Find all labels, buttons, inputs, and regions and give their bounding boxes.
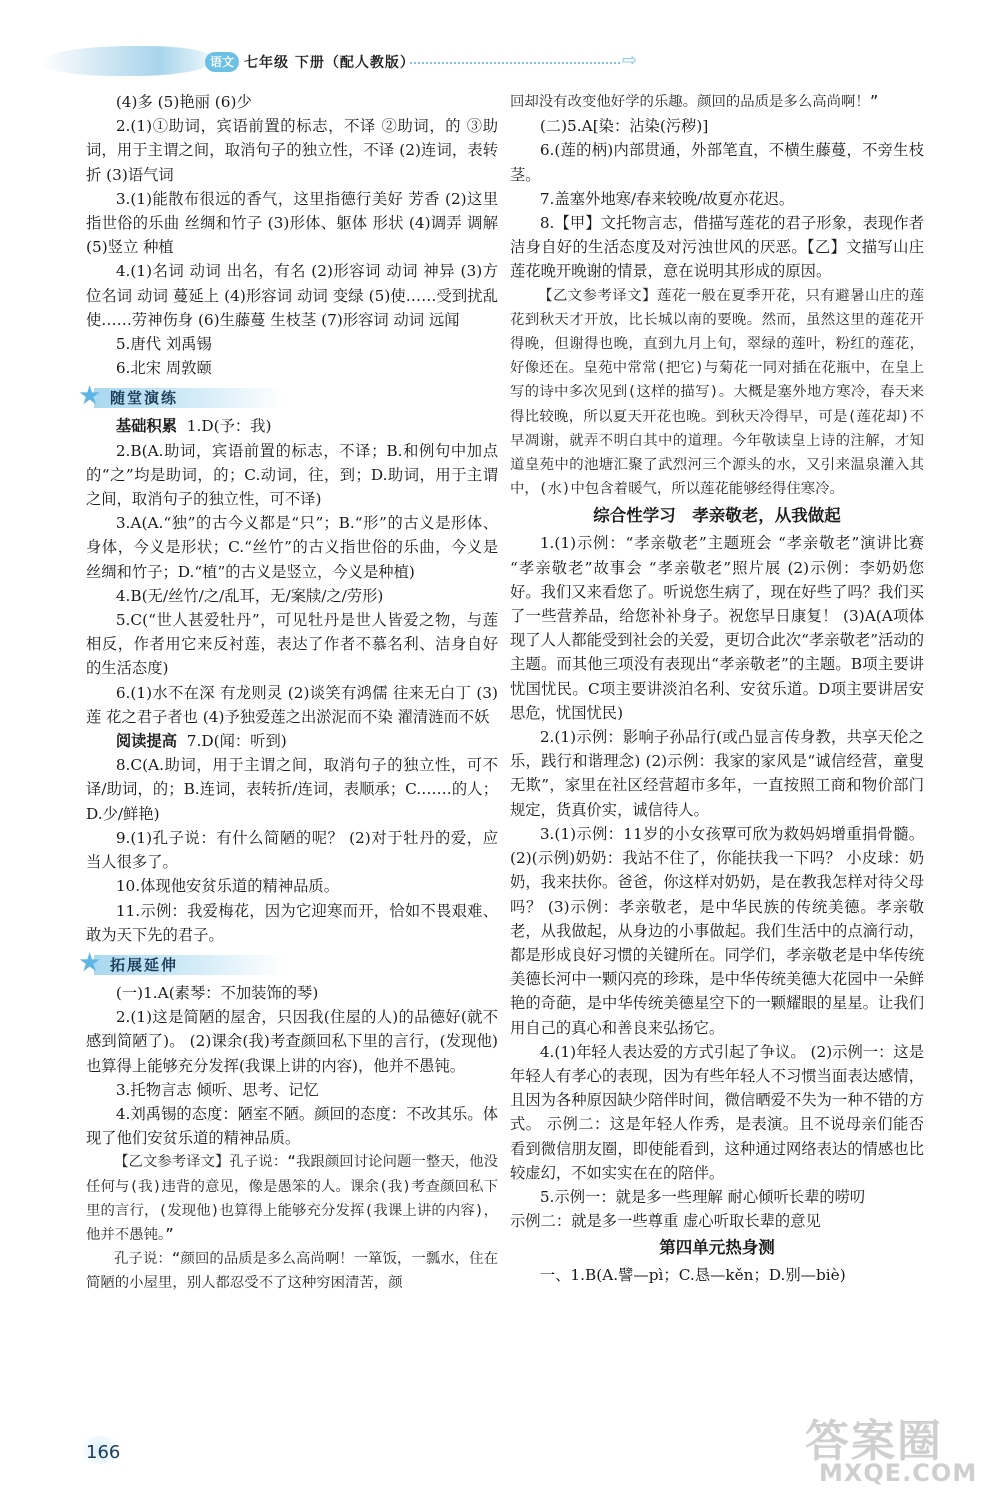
answer-paragraph: 2.(1)这是简陋的屋舍，只因我(住屋的人)的品德好(就不感到简陋了)。 (2)课余(我)考查颜回私下里的言行，(发现他)也算得上能够充分发挥(我课上讲的内容)，他并不愚钝。 bbox=[86, 1008, 498, 1075]
section-banner-extension bbox=[78, 947, 498, 978]
answer-paragraph: 4.刘禹锡的态度：陋室不陋。颜回的态度：不改其乐。体现了他们安贫乐道的精神品质。 bbox=[86, 1104, 498, 1148]
section-title-integrated-study: 综合性学习 孝亲敬老，从我做起 bbox=[593, 506, 841, 526]
section-banner-label: 随堂演练 bbox=[110, 389, 179, 408]
answer-paragraph: 4.(1)名词 动词 出名，有名 (2)形容词 动词 神异 (3)方位名词 动词 蔓延上 (4)形容词 动词 变绿 (5)使……受到扰乱 使……劳神伤身 (6)生藤蔓 生枝茎 (7)形容词 动词 远闻 bbox=[86, 262, 498, 329]
answer-paragraph: 8.【甲】文托物言志，借描写莲花的君子形象，表现作者洁身自好的生活态度及对污浊世风的厌恶。【乙】文描写山庄莲花晚开晚谢的情景，意在说明其形成的原因。 bbox=[510, 214, 924, 281]
answer-paragraph: 1.(1)示例：“孝亲敬老”主题班会 “孝亲敬老”演讲比赛 “孝亲敬老”故事会 “孝亲敬老”照片展 (2)示例：李奶奶您好。我们又来看您了。听说您生病了，现在好些了吗？我们买了一些营养品，给您补补身子。祝您早日康复！ (3)A(A项体现了人人都能受到社会的关爱，更切合此次“孝亲敬老”活动的主题。而其他三项没有表现出“孝亲敬老”的主题。B项主要讲忧国忧民。C项主要讲淡泊名利、安贫乐道。D项主要讲居安思危，忧国忧民) bbox=[510, 534, 924, 722]
subsection-label: 基础积累 bbox=[115, 417, 178, 436]
answer-paragraph: 6.北宋 周敦颐 bbox=[115, 359, 212, 378]
answer-paragraph: (一)1.A(素琴：不加装饰的琴) bbox=[115, 983, 319, 1002]
answer-paragraph: 5.示例一：就是多一些理解 耐心倾听长辈的唠叨 bbox=[539, 1187, 866, 1206]
answer-paragraph: 4.B(无/丝竹/之/乱耳，无/案牍/之/劳形) bbox=[115, 586, 384, 605]
answer-paragraph: 11.示例：我爱梅花，因为它迎寒而开，恰如不畏艰难、敢为天下先的君子。 bbox=[86, 901, 498, 944]
section-banner-practice bbox=[78, 381, 498, 412]
star-icon: ★ bbox=[78, 947, 102, 978]
book-title: 七年级 下册（配人教版） bbox=[244, 55, 415, 71]
answer-paragraph: 3.(1)示例：11岁的小女孩覃可欣为救妈妈增重捐骨髓。 (2)(示例)奶奶：我站不住了，你能扶我一下吗？ 小皮球：奶奶，我来扶你。爸爸，你这样对奶奶，是在教我怎样对待父母吗？ (3)示例：孝亲敬老，是中华民族的传统美德。孝亲敬老，从我做起，从身边的小事做起。我们生活中的点滴行动，都是形成良好习惯的关键所在。同学们，孝亲敬老是中华传统美德长河中一颗闪亮的珍珠，是中华传统美德大花园中一朵鲜艳的奇葩，是中华传统美德星空下的一颗耀眼的星星。让我们用自己的真心和善良来弘扬它。 bbox=[510, 824, 924, 1037]
answer-paragraph: 阅读提高 7.D(闻：听到) bbox=[115, 732, 287, 751]
star-icon: ★ bbox=[78, 381, 102, 412]
left-column bbox=[78, 90, 498, 1296]
answer-paragraph: 3.(1)能散布很远的香气，这里指德行美好 芳香 (2)这里指世俗的乐曲 丝绸和竹子 (3)形体、躯体 形状 (4)调弄 调解 (5)竖立 种植 bbox=[86, 189, 498, 257]
watermark-bottom-text: MXQE.COM bbox=[819, 1459, 978, 1487]
answer-paragraph: 4.(1)年轻人表达爱的方式引起了争议。 (2)示例一：这是年轻人有孝心的表现，因为有些年轻人不习惯当面表达感情，且因为各种原因缺少陪伴时间，微信晒爱不失为一种不错的方式。 示例二：这是年轻人作秀，是表演。且不说母亲们能否看到微信朋友圈，即使能看到，这种通过网络表达的情感也比较虚幻，不如实实在在的陪伴。 bbox=[510, 1042, 924, 1182]
answer-paragraph: (4)多 (5)艳丽 (6)少 bbox=[115, 93, 252, 111]
page-number: 166 bbox=[86, 1442, 121, 1463]
arrow-right-icon: ⇨ bbox=[622, 50, 638, 71]
translation-paragraph: 【乙文参考译文】孔子说：“我跟颜回讨论问题一整天，他没任何与(我)违背的意见，像是愚笨的人。课余(我)考查颜回私下里的言行，(发现他)也算得上能够充分发挥(我课上讲的内容)，他并不愚钝。” bbox=[86, 1154, 498, 1243]
answer-paragraph: 9.(1)孔子说：有什么简陋的呢？ (2)对于牡丹的爱，应当人很多了。 bbox=[86, 828, 498, 872]
section-title-unit-test: 第四单元热身测 bbox=[659, 1238, 775, 1258]
answer-paragraph: 7.盖塞外地寒/春来较晚/故夏亦花迟。 bbox=[539, 189, 795, 208]
answer-paragraph: 8.C(A.助词，用于主谓之间，取消句子的独立性，可不译/助词，的；B.连词，表转折/连词，表顺承；C.……的人；D.少/鲜艳) bbox=[86, 756, 498, 823]
answer-paragraph: 基础积累 1.D(予：我) bbox=[115, 417, 272, 436]
answer-paragraph: 10.体现他安贫乐道的精神品质。 bbox=[115, 877, 340, 896]
answer-paragraph: 示例二：就是多一些尊重 虚心听取长辈的意见 bbox=[510, 1212, 821, 1231]
header-dotted-line bbox=[410, 62, 620, 64]
answer-paragraph: 2.(1)①助词，宾语前置的标志，不译 ②助词，的 ③助词，用于主谓之间，取消句子的独立性，不译 (2)连词，表转折 (3)语气词 bbox=[86, 117, 498, 184]
right-column bbox=[510, 90, 924, 1288]
watermark-logo bbox=[805, 1405, 995, 1493]
section-banner-label: 拓展延伸 bbox=[110, 955, 179, 974]
translation-paragraph: 【乙文参考译文】莲花一般在夏季开花，只有避暑山庄的莲花到秋天才开放，比长城以南的要晚。然而，虽然这里的莲花开得晚，但谢得也晚，直到九月上旬，翠绿的莲叶，粉红的莲花，好像还在。皇苑中常常(把它)与菊花一同对插在花瓶中，在皇上写的诗中多次见到(这样的描写)。大概是塞外地方寒冷，春天来得比较晚，所以夏天开花也晚。到秋天冷得早，可是(莲花却)不早凋谢，就弄不明白其中的道理。今年敬读皇上诗的注解，才知道皇苑中的池塘汇聚了武烈河三个源头的水，又引来温泉灌入其中，(水)中包含着暖气，所以莲花能够经得住寒冷。 bbox=[510, 287, 924, 498]
subsection-label: 阅读提高 bbox=[115, 732, 178, 751]
subject-badge: 语文 bbox=[205, 52, 239, 72]
answer-paragraph: 2.B(A.助词，宾语前置的标志，不译；B.和例句中加点的“之”均是助词，的；C.动词，往，到；D.助词，用于主谓之间，取消句子的独立性，可不译) bbox=[86, 441, 498, 509]
translation-paragraph: 孔子说：“颜回的品质是多么高尚啊！一箪饭，一瓢水，住在简陋的小屋里，别人都忍受不了这种穷困清苦，颜 bbox=[86, 1251, 498, 1292]
answer-paragraph: 3.托物言志 倾听、思考、记忆 bbox=[115, 1080, 319, 1099]
answer-paragraph: (二)5.A[染：沾染(污秽)] bbox=[539, 117, 709, 136]
answer-paragraph: 5.C(“世人甚爱牡丹”，可见牡丹是世人皆爱之物，与莲相反，作者用它来反衬莲，表达了作者不慕名利、洁身自好的生活态度) bbox=[86, 611, 498, 678]
watermark-top-text: 答案圈 bbox=[805, 1416, 943, 1467]
page-header bbox=[0, 0, 1000, 80]
answer-paragraph: 6.(1)水不在深 有龙则灵 (2)谈笑有鸿儒 往来无白丁 (3)莲 花之君子者也 (4)予独爱莲之出淤泥而不染 濯清涟而不妖 bbox=[86, 683, 498, 726]
answer-paragraph: 3.A(A.“独”的古今义都是“只”；B.“形”的古义是形体、身体，今义是形状；C.“丝竹”的古义指世俗的乐曲，今义是丝绸和竹子；D.“植”的古义是竖立，今义是种植) bbox=[86, 514, 498, 581]
answer-paragraph: 2.(1)示例：影响子孙品行(或凸显言传身教，共享天伦之乐，践行和谐理念) (2)示例：我家的家风是“诚信经营，童叟无欺”，家里在社区经营超市多年，一直按照工商和物价部门规定，货真价实，诚信待人。 bbox=[510, 728, 924, 819]
answer-paragraph: 一、1.B(A.譬—pì；C.恳—kěn；D.别—biè) bbox=[539, 1266, 846, 1285]
translation-paragraph: 回却没有改变他好学的乐趣。颜回的品质是多么高尚啊！” bbox=[510, 94, 879, 110]
answer-paragraph: 6.(莲的柄)内部贯通，外部笔直，不横生藤蔓，不旁生枝茎。 bbox=[510, 141, 924, 184]
header-wave-decoration bbox=[40, 46, 210, 76]
answer-paragraph: 5.唐代 刘禹锡 bbox=[115, 335, 212, 354]
